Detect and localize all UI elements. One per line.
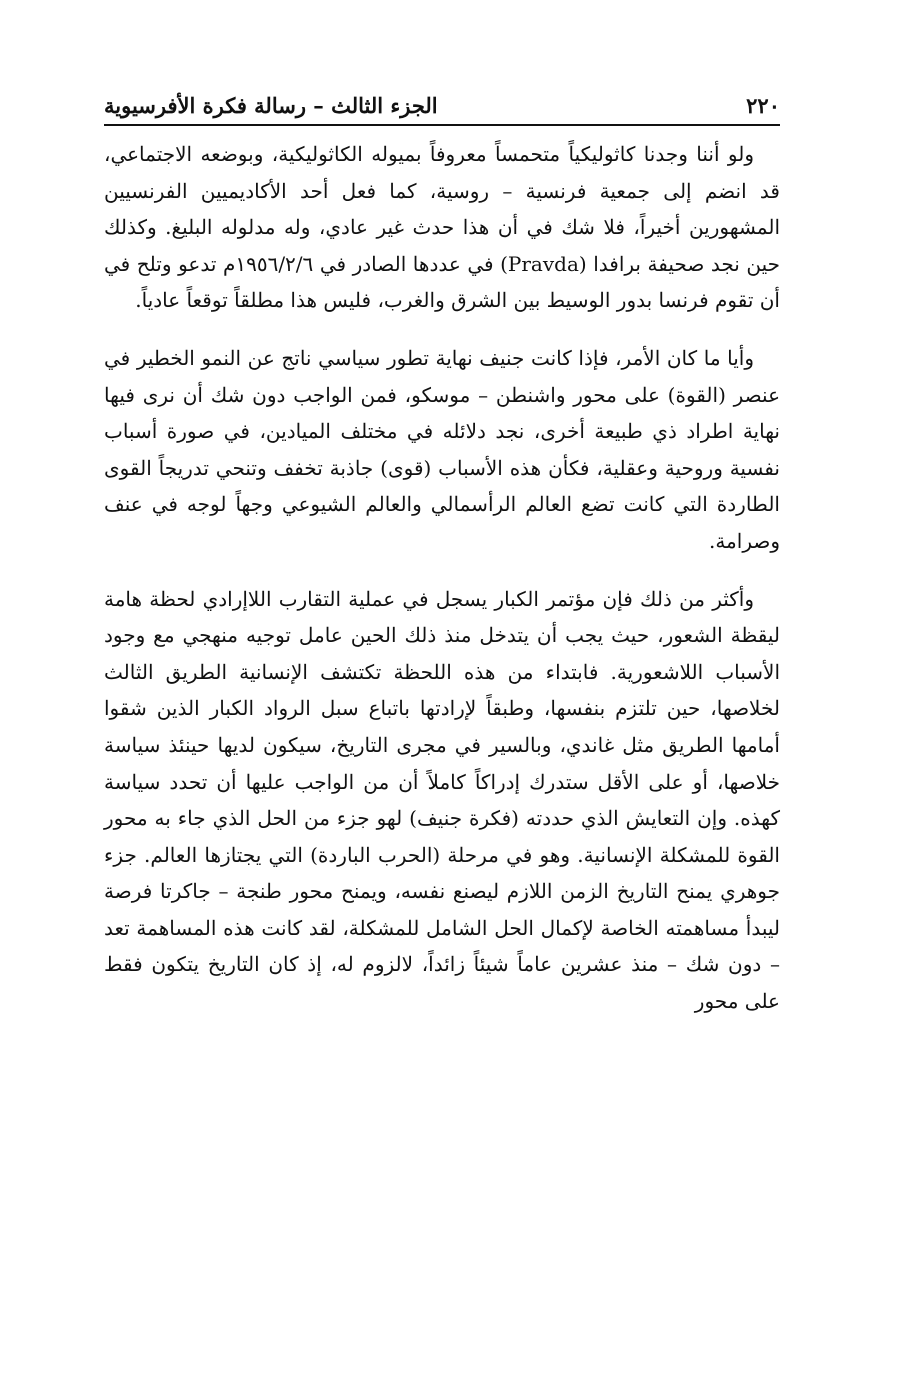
running-title: الجزء الثالث – رسالة فكرة الأفرسيوية <box>104 93 438 118</box>
paragraph: وأيا ما كان الأمر، فإذا كانت جنيف نهاية تطور سياسي ناتج عن النمو الخطير في عنصر (القوة) على محور واشنطن – موسكو، فمن الواجب دون شك أن نرى فيها نهاية اطراد ذي طبيعة أخرى، نجد دلائله في مختلف الميادين، في صورة أسباب نفسية وروحية وعقلية، فكأن هذه الأسباب (قوى) جاذبة تخفف وتنحي تدريجاً القوى الطاردة التي كانت تضع العالم الرأسمالي والعالم الشيوعي وجهاً لوجه في عنف وصرامة. <box>104 345 780 553</box>
book-page <box>104 78 780 1020</box>
paragraph: وأكثر من ذلك فإن مؤتمر الكبار يسجل في عملية التقارب اللاإرادي لحظة هامة ليقظة الشعور، حيث يجب أن يتدخل منذ ذلك الحين عامل توجيه منهجي مع وجود الأسباب اللاشعورية. فابتداء من هذه اللحظة تكتشف الإنسانية الطريق الثالث لخلاصها، حين تلتزم بنفسها، وطبقاً لإرادتها باتباع سبل الرواد الكبار الذين شقوا أمامها الطريق مثل غاندي، وبالسير في مجرى التاريخ، سيكون لديها حينئذ سياسة خلاصها، أو على الأقل ستدرك إدراكاً كاملاً أن من الواجب عليها أن تحدد سياسة كهذه. وإن التعايش الذي حددته (فكرة جنيف) لهو جزء من الحل الذي جاء به محور القوة للمشكلة الإنسانية. وهو في مرحلة (الحرب الباردة) التي يجتازها العالم. جزء جوهري يمنح التاريخ الزمن اللازم ليصنع نفسه، ويمنح محور طنجة – جاكرتا فرصة ليبدأ مساهمته الخاصة لإكمال الحل الشامل للمشكلة، لقد كانت هذه المساهمة تعد – دون شك – منذ عشرين عاماً شيئاً زائداً، لالزوم له، إذ كان التاريخ يتكون فقط على محور <box>104 586 780 1014</box>
page-header <box>104 78 780 126</box>
page-number: ٢٢٠ <box>746 93 780 118</box>
body-text <box>104 136 780 1020</box>
paragraph: ولو أننا وجدنا كاثوليكياً متحمساً معروفاً بميوله الكاثوليكية، وبوضعه الاجتماعي، قد انضم إلى جمعية فرنسية – روسية، كما فعل أحد الأكاديميين الفرنسيين المشهورين أخيراً، فلا شك في أن هذا حدث غير عادي، وله مدلوله البليغ. وكذلك حين نجد صحيفة برافدا (Pravda) في عددها الصادر في ١٩٥٦/٢/٦م تدعو وتلح في أن تقوم فرنسا بدور الوسيط بين الشرق والغرب، فليس هذا مطلقاً توقعاً عادياً. <box>104 142 780 313</box>
